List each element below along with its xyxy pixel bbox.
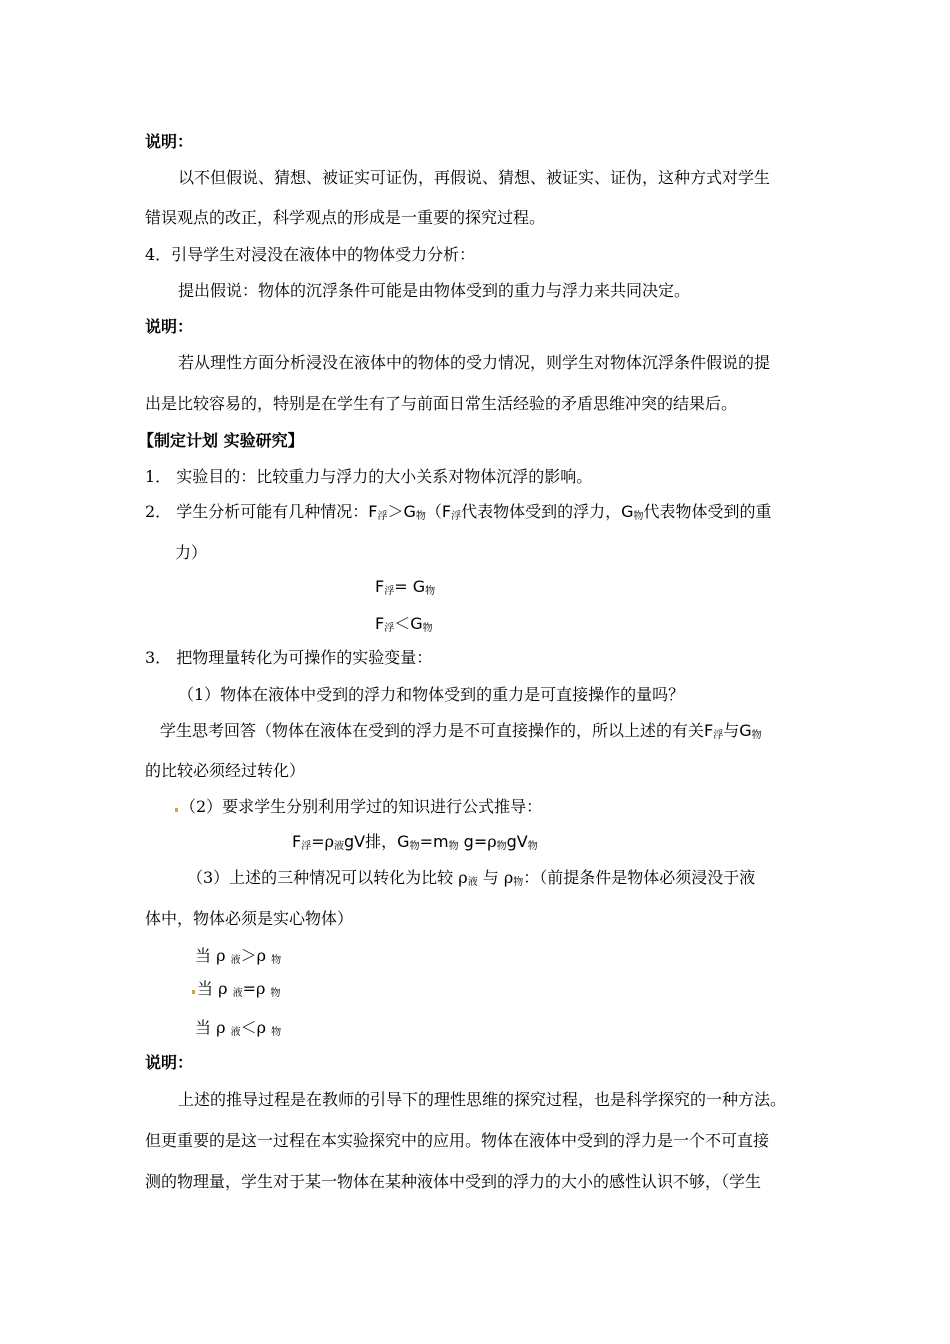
question-2 (175, 794, 542, 817)
note-heading-1: 说明： (145, 132, 194, 151)
edit-mark (175, 808, 178, 812)
question-1: （1）物体在液体中受到的浮力和物体受到的重力是可直接操作的量吗？ (178, 685, 685, 704)
dang-char: 当 (197, 979, 214, 998)
sub-wu: 物 (513, 877, 524, 888)
g-symbol: G (403, 502, 416, 521)
answer-line-1 (160, 718, 762, 741)
sub-wu: 物 (271, 955, 282, 966)
lt-symbol: ＜ (240, 1018, 257, 1037)
step-2-line-1 (145, 499, 772, 522)
question-3-line-2: 体中，物体必须是实心物体） (145, 909, 354, 928)
rho-symbol: ρ (458, 868, 468, 887)
rho-symbol: ρ (487, 832, 497, 851)
note-heading-2: 说明： (145, 317, 194, 336)
m-symbol: m (432, 832, 449, 851)
step-3: 3． 把物理量转化为可操作的实验变量： (145, 648, 433, 667)
sub-ye: 液 (334, 841, 345, 852)
sub-wu: 物 (633, 511, 644, 522)
question-3-rest: ：（前提条件是物体必须浸没于液 (523, 868, 756, 887)
f-symbol: F (704, 721, 714, 740)
paragraph-1-line-1: 以不但假说、猜想、被证实可证伪，再假说、猜想、被证实、证伪，这种方式对学生 (178, 168, 771, 187)
question-3-mid: 与 (482, 868, 504, 887)
paragraph-3-line-2: 但更重要的是这一过程在本实验探究中的应用。物体在液体中受到的浮力是一个不可直接 (145, 1131, 770, 1150)
question-3-text: （3）上述的三种情况可以转化为比较 (187, 868, 459, 887)
sub-ye: 液 (230, 1027, 241, 1038)
rho-symbol: ρ (256, 1018, 267, 1037)
paragraph-3-line-1: 上述的推导过程是在教师的引导下的理性思维的探究过程，也是科学探究的一种方法。 (178, 1090, 787, 1109)
relation-less (375, 611, 433, 634)
g-symbol: G (412, 577, 426, 596)
g-symbol: G (397, 832, 410, 851)
case-less (195, 1015, 281, 1038)
eq-symbol: = (394, 577, 413, 596)
paragraph-1-line-2: 错误观点的改正，科学观点的形成是一重要的探究过程。 (145, 208, 546, 227)
sub-wu: 物 (415, 511, 426, 522)
sub-fu: 浮 (384, 586, 395, 597)
g-symbol: G (410, 614, 423, 633)
dang-char: 当 (195, 1018, 212, 1037)
sub-fu: 浮 (301, 841, 312, 852)
paragraph-2-line-1: 若从理性方面分析浸没在液体中的物体的受力情况，则学生对物体沉浮条件假说的提 (178, 353, 771, 372)
step-2-line-2: 力） (175, 543, 208, 562)
answer-line-2: 的比较必须经过转化） (145, 761, 306, 780)
rho-symbol: ρ (216, 1018, 226, 1037)
comma: ， (381, 832, 398, 851)
sub-wu: 物 (425, 586, 436, 597)
sub-fu: 浮 (384, 623, 395, 634)
sub-wu: 物 (270, 988, 281, 999)
sub-wu: 物 (271, 1027, 282, 1038)
rho-symbol: ρ (324, 832, 335, 851)
sub-fu: 浮 (713, 730, 724, 741)
pai-char: 排 (365, 832, 382, 851)
sub-wu: 物 (409, 841, 420, 852)
edit-mark (192, 990, 195, 994)
hypothesis-line: 提出假说：物体的沉浮条件可能是由物体受到的重力与浮力来共同决定。 (178, 281, 691, 300)
answer-text: 学生思考回答（物体在液体在受到的浮力是不可直接操作的，所以上述的有关 (160, 721, 705, 740)
step-1: 1． 实验目的：比较重力与浮力的大小关系对物体沉浮的影响。 (145, 467, 593, 486)
step-2-rest: 代表物体受到的浮力， (461, 502, 622, 521)
gv-symbol: gV (506, 832, 528, 851)
gt-symbol: ＞ (387, 502, 404, 521)
formula-line (292, 829, 538, 852)
sub-wu: 物 (496, 841, 507, 852)
item-4: 4．引导学生对浸没在液体中的物体受力分析： (145, 245, 476, 264)
f-symbol: F (441, 502, 452, 521)
sub-ye: 液 (467, 877, 478, 888)
rho-symbol: ρ (256, 946, 267, 965)
gv-symbol: gV (344, 832, 366, 851)
g-eq-symbol: g= (463, 832, 488, 851)
sub-ye: 液 (232, 988, 243, 999)
sub-wu: 物 (448, 841, 459, 852)
rho-symbol: ρ (216, 946, 226, 965)
eq-symbol: = (311, 832, 325, 851)
paragraph-3-line-3: 测的物理量，学生对于某一物体在某种液体中受到的浮力的大小的感性认识不够，（学生 (145, 1172, 762, 1191)
relation-equal (375, 577, 435, 596)
sub-wu: 物 (527, 841, 538, 852)
question-3-line-1 (187, 865, 755, 888)
rho-symbol: ρ (218, 979, 228, 998)
f-symbol: F (292, 832, 302, 851)
sub-wu: 物 (422, 623, 433, 634)
f-symbol: F (375, 577, 385, 596)
dang-char: 当 (195, 946, 212, 965)
yu-char: 与 (723, 721, 740, 740)
sub-wu: 物 (751, 730, 762, 741)
section-heading: 【制定计划 实验研究】 (138, 431, 304, 450)
f-symbol: F (368, 502, 378, 521)
case-equal (192, 976, 281, 999)
f-symbol: F (375, 614, 385, 633)
lparen: （ (425, 502, 442, 521)
gt-symbol: ＞ (240, 946, 257, 965)
lt-symbol: ＜ (394, 614, 411, 633)
sub-fu: 浮 (451, 511, 462, 522)
step-2-text: 2． 学生分析可能有几种情况： (145, 502, 369, 521)
g-symbol: G (621, 502, 634, 521)
eq-symbol: = (242, 979, 257, 998)
eq-symbol: = (419, 832, 433, 851)
sub-ye: 液 (230, 955, 241, 966)
case-greater (195, 943, 281, 966)
g-symbol: G (739, 721, 752, 740)
sub-fu: 浮 (377, 511, 388, 522)
question-2-text: （2）要求学生分别利用学过的知识进行公式推导： (180, 797, 543, 816)
rho-symbol: ρ (503, 868, 514, 887)
step-2-rest-2: 代表物体受到的重 (643, 502, 772, 521)
paragraph-2-line-2: 出是比较容易的，特别是在学生有了与前面日常生活经验的矛盾思维冲突的结果后。 (145, 394, 738, 413)
note-heading-3: 说明： (145, 1053, 194, 1072)
rho-symbol: ρ (256, 979, 266, 998)
